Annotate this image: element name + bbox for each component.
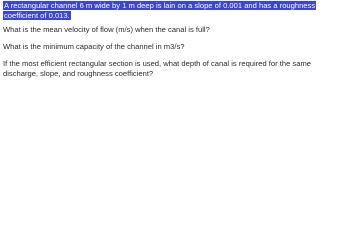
question-velocity: What is the mean velocity of flow (m/s) when the canal is full?: [3, 25, 210, 34]
question-depth-line-2: discharge, slope, and roughness coefficient?: [3, 69, 154, 78]
problem-statement: [0, 0, 350, 87]
question-depth-line-1: If the most efficient rectangular section is used, what depth of canal is required for the same: [3, 59, 311, 68]
highlighted-text[interactable]: A rectangular channel 6 m wide by 1 m deep is lain on a slope of 0.001 and has a roughness: [4, 1, 316, 10]
intro-line-2: [3, 11, 71, 21]
question-capacity: What is the minimum capacity of the channel in m3/s?: [3, 42, 185, 51]
highlighted-text[interactable]: coefficient of 0.013.: [4, 11, 70, 20]
intro-line-1: [3, 1, 316, 11]
